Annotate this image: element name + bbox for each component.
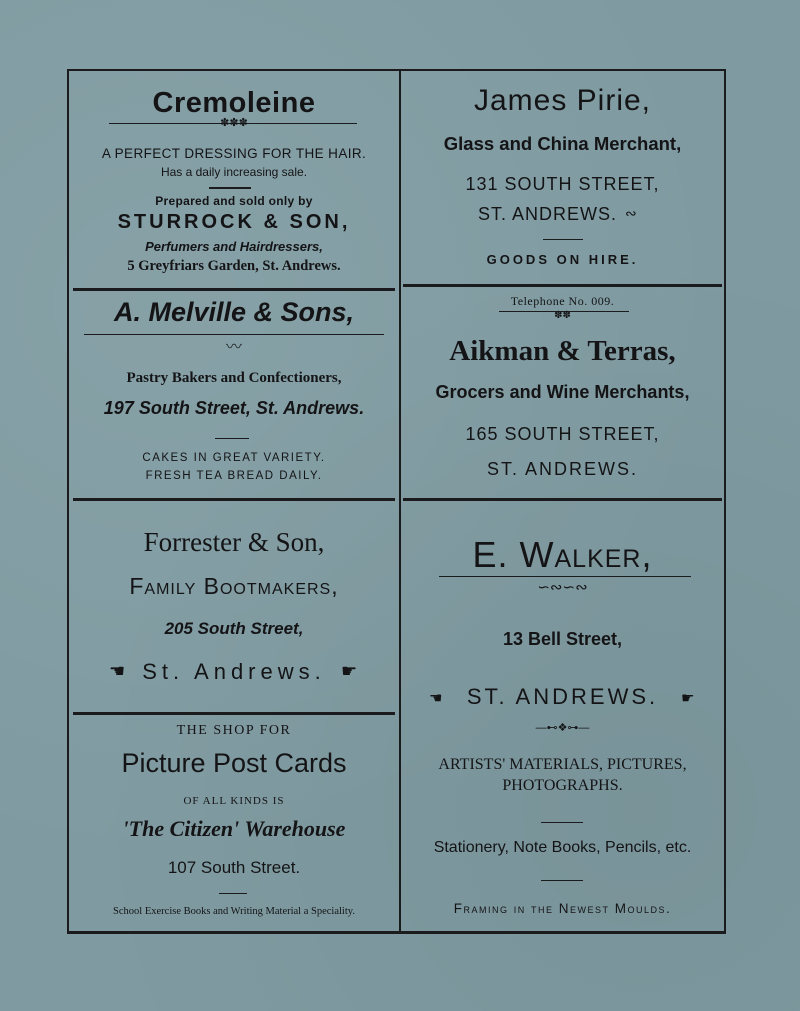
divider (219, 893, 247, 894)
ad-line: 5 Greyfriars Garden, St. Andrews. (127, 258, 341, 274)
ad-line: ST. ANDREWS. (477, 204, 618, 224)
divider (543, 239, 583, 240)
ad-line: 197 South Street, St. Andrews. (103, 398, 365, 418)
ad-line: STURROCK & SON, (117, 211, 351, 233)
divider (209, 187, 251, 189)
ad-title: E. Walker, (472, 534, 653, 575)
ad-line: CAKES IN GREAT VARIETY. (142, 452, 326, 464)
ad-line: ST. ANDREWS. (486, 459, 639, 479)
ad-title: Forrester & Son, (143, 527, 325, 557)
section-divider (73, 712, 395, 715)
ad-line: School Exercise Books and Writing Material a Speciality. (113, 906, 355, 917)
ad-james-pirie (401, 71, 724, 286)
ad-line: ST. ANDREWS. (466, 684, 659, 709)
ad-title: Picture Post Cards (121, 748, 347, 778)
ornament-icon: —⊷❖⊶— (535, 722, 590, 734)
ad-line: Perfumers and Hairdressers, (145, 239, 323, 254)
section-divider (73, 288, 395, 291)
ornament-icon: ✽✽✽ (220, 117, 248, 129)
ad-e-walker (401, 502, 724, 934)
divider (215, 438, 249, 439)
advertisement-page (67, 69, 726, 934)
section-divider (73, 498, 395, 501)
ad-line: PHOTOGRAPHS. (502, 777, 623, 794)
ad-line: 131 SOUTH STREET, (465, 174, 660, 194)
ad-line: 107 South Street. (167, 858, 301, 877)
ad-line: A PERFECT DRESSING FOR THE HAIR. (101, 146, 367, 161)
ad-forrester (69, 502, 399, 710)
flourish-icon: ∽∾∽∾ (537, 579, 588, 596)
ad-line: Grocers and Wine Merchants, (435, 382, 690, 402)
ornament-icon: ✽✽ (554, 310, 571, 321)
pointing-hand-icon: ☚ (109, 661, 126, 681)
pointing-hand-icon: ☛ (341, 661, 358, 681)
ad-line: GOODS ON HIRE. (486, 252, 639, 267)
ad-line: St. Andrews. (142, 659, 326, 684)
ad-line: Has a daily increasing sale. (160, 165, 308, 179)
pointing-hand-icon: ☚ (429, 690, 443, 707)
ad-melville (69, 292, 399, 498)
ad-line: Telephone No. 009. (510, 294, 615, 308)
flourish-icon: 〰 (225, 339, 242, 356)
ad-line: 'The Citizen' Warehouse (122, 816, 346, 841)
ad-line: THE SHOP FOR (176, 723, 292, 738)
flourish-icon: ∾ (625, 205, 637, 221)
ad-line: Framing in the Newest Moulds. (453, 901, 672, 916)
ad-title: A. Melville & Sons, (113, 297, 355, 327)
ad-line: Glass and China Merchant, (443, 133, 682, 154)
title-underline (439, 576, 691, 577)
ad-line: OF ALL KINDS IS (183, 795, 285, 807)
divider (541, 822, 583, 823)
ad-line: 205 South Street, (164, 619, 304, 638)
ad-title: Cremoleine (152, 87, 316, 119)
section-divider (403, 284, 722, 287)
ad-line: Pastry Bakers and Confectioners, (126, 370, 342, 386)
section-divider (403, 498, 722, 501)
ad-cremoleine (69, 71, 399, 286)
divider (541, 880, 583, 881)
ad-title: Aikman & Terras, (449, 335, 676, 367)
ad-line: ARTISTS' MATERIALS, PICTURES, (438, 756, 687, 773)
ad-line: FRESH TEA BREAD DAILY. (145, 470, 323, 482)
ad-line: Prepared and sold only by (155, 194, 313, 208)
ad-title: James Pirie, (473, 84, 652, 117)
ad-citizen-warehouse (69, 716, 399, 934)
ad-line: 13 Bell Street, (502, 629, 623, 649)
ad-line: 165 SOUTH STREET, (465, 424, 660, 444)
pointing-hand-icon: ☛ (681, 690, 695, 707)
ad-line: Stationery, Note Books, Pencils, etc. (433, 839, 692, 856)
ad-aikman-terras (401, 288, 724, 498)
ad-line: Family Bootmakers, (129, 573, 339, 599)
